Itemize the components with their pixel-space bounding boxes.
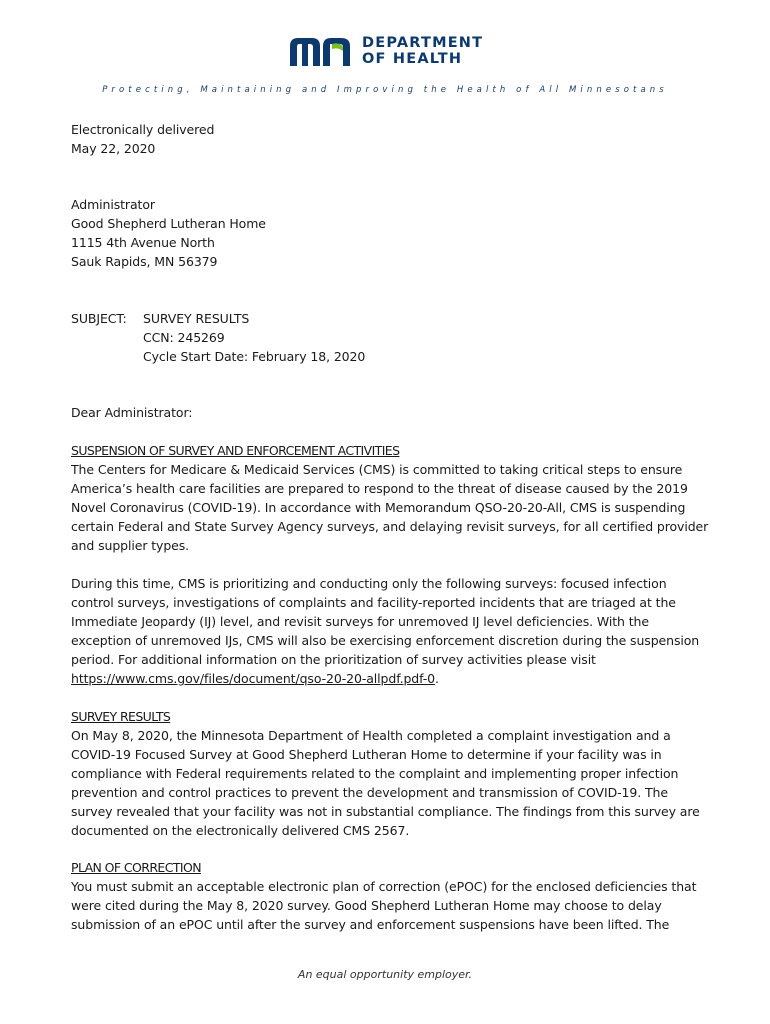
section-suspension	[71, 441, 709, 555]
subject-block	[71, 309, 701, 366]
subject-line: Cycle Start Date: February 18, 2020	[143, 349, 366, 364]
footer-equal-opportunity: An equal opportunity employer.	[297, 968, 473, 981]
cms-memo-link[interactable]: https://www.cms.gov/files/document/qso-20-20-allpdf.pdf-0	[71, 671, 436, 686]
paragraph-line: survey revealed that your facility was not in substantial compliance. The findings from this survey are	[71, 804, 700, 819]
paragraph-line: control surveys, investigations of complaints and facility-reported incidents that are triaged at the	[71, 595, 676, 610]
mn-logo-mark-icon	[290, 34, 354, 68]
subject-line: SURVEY RESULTS	[143, 311, 250, 326]
paragraph-line: exception of unremoved IJs, CMS will also be exercising enforcement discretion during the suspension	[71, 633, 700, 648]
link-suffix: .	[435, 671, 439, 686]
paragraph-line: Novel Coronavirus (COVID-19). In accordance with Memorandum QSO-20-20-All, CMS is suspending	[71, 500, 686, 515]
address-line: 1115 4th Avenue North	[71, 235, 215, 250]
logo-line-department: DEPARTMENT	[362, 35, 484, 51]
address-line: Administrator	[71, 197, 155, 212]
paragraph-line: were cited during the May 8, 2020 survey. Good Shepherd Lutheran Home may choose to delay	[71, 898, 662, 913]
delivery-block	[71, 120, 701, 158]
letter-date: May 22, 2020	[71, 141, 156, 156]
subject-line: CCN: 245269	[143, 330, 225, 345]
paragraph-line: certain Federal and State Survey Agency surveys, and delaying revisit surveys, for all certified provider	[71, 519, 709, 534]
paragraph-line: documented on the electronically delivered CMS 2567.	[71, 823, 410, 838]
address-line: Good Shepherd Lutheran Home	[71, 216, 266, 231]
section-plan-of-correction	[71, 858, 701, 934]
link-line	[71, 669, 701, 688]
paragraph-line: prevention and control practices to prevent the development and transmission of COVID-19. The	[71, 785, 668, 800]
paragraph-line: Immediate Jeopardy (IJ) level, and revisit surveys for unremoved IJ level deficiencies. With the	[71, 614, 649, 629]
tagline: Protecting, Maintaining and Improving the Health of All Minnesotans	[102, 85, 668, 95]
logo-wordmark	[362, 35, 483, 67]
paragraph-line: On May 8, 2020, the Minnesota Department of Health completed a complaint investigation and a	[71, 728, 671, 743]
recipient-address	[71, 195, 701, 271]
section-heading: SURVEY RESULTS	[71, 709, 171, 724]
paragraph-line: COVID-19 Focused Survey at Good Shepherd Lutheran Home to determine if your facility was in	[71, 747, 662, 762]
section-heading: PLAN OF CORRECTION	[71, 860, 201, 875]
paragraph-line: period. For additional information on the prioritization of survey activities please visit	[71, 652, 596, 667]
subject-label: SUBJECT:	[71, 311, 127, 326]
salutation: Dear Administrator:	[71, 405, 193, 420]
paragraph-line: During this time, CMS is prioritizing and conducting only the following surveys: focused infection	[71, 576, 667, 591]
paragraph-line: compliance with Federal requirements related to the complaint and implementing proper infection	[71, 766, 679, 781]
mdh-logo	[290, 34, 483, 68]
paragraph-line: America’s health care facilities are prepared to respond to the threat of disease caused by the 2019	[71, 481, 688, 496]
logo-line-of-health: OF HEALTH	[362, 51, 463, 67]
section-heading: SUSPENSION OF SURVEY AND ENFORCEMENT ACTIVITIES	[71, 443, 400, 458]
paragraph-line: The Centers for Medicare & Medicaid Services (CMS) is committed to taking critical steps to ensure	[71, 462, 683, 477]
address-line: Sauk Rapids, MN 56379	[71, 254, 218, 269]
section-survey-results	[71, 707, 701, 840]
paragraph-line: submission of an ePOC until after the survey and enforcement suspensions have been lifted. The	[71, 917, 670, 932]
paragraph-line: You must submit an acceptable electronic plan of correction (ePOC) for the enclosed deficiencies that	[71, 879, 697, 894]
delivery-method: Electronically delivered	[71, 122, 215, 137]
paragraph-line: and supplier types.	[71, 538, 190, 553]
section-suspension-paragraph-2	[71, 574, 701, 688]
